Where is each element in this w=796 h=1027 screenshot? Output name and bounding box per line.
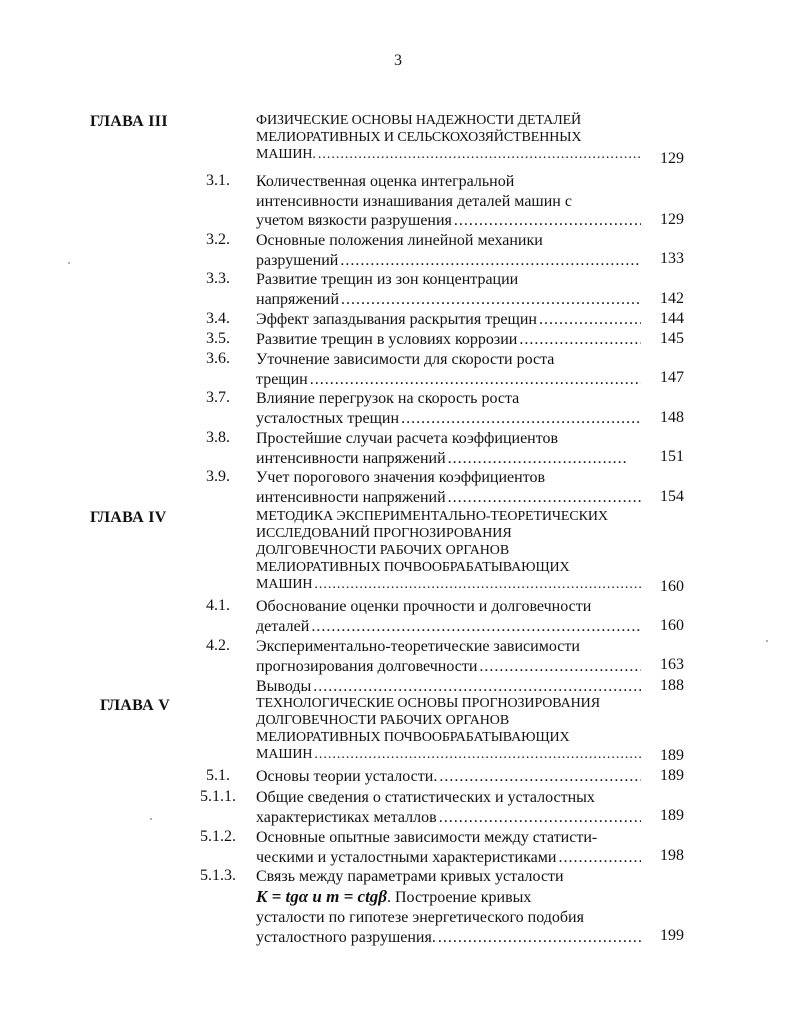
section-3-3[interactable] <box>256 270 641 309</box>
section-3-2-line: Основные положения линейной механики <box>256 232 543 249</box>
section-5-1-2[interactable] <box>256 828 641 867</box>
leader-dots <box>448 488 641 508</box>
section-3-8-page: 151 <box>660 448 684 465</box>
section-3-8-line: интенсивности напряжений <box>256 449 446 467</box>
section-3-5[interactable] <box>256 330 641 350</box>
section-5-1-1-number: 5.1.1. <box>200 788 236 805</box>
chapter-3-title[interactable] <box>256 112 641 163</box>
section-3-8-line: Простейшие случаи расчета коэффициентов <box>256 430 559 447</box>
chapter-4-title-line: МЕЛИОРАТИВНЫХ ПОЧВООБРАБАТЫВАЮЩИХ <box>256 560 570 575</box>
chapter-4-title-line: МЕТОДИКА ЭКСПЕРИМЕНТАЛЬНО-ТЕОРЕТИЧЕСКИХ <box>256 509 608 524</box>
section-3-6-page: 147 <box>660 369 684 386</box>
section-5-1-3-line: Связь между параметрами кривых усталости <box>256 868 564 885</box>
section-3-9-number: 3.9. <box>206 468 230 485</box>
section-4-1-line: деталей <box>256 617 310 635</box>
section-3-6[interactable] <box>256 350 641 389</box>
fatigue-formula: K = tgα и m = ctgβ <box>256 887 387 906</box>
scan-speck <box>766 640 768 642</box>
leader-dots <box>439 808 641 828</box>
section-3-1-number: 3.1. <box>206 172 230 189</box>
chapter-4-title[interactable] <box>256 508 641 593</box>
leader-dots <box>539 310 641 330</box>
section-3-1-page: 129 <box>660 211 684 228</box>
chapter-5-title-line: ДОЛГОВЕЧНОСТИ РАБОЧИХ ОРГАНОВ <box>256 713 510 728</box>
chapter-5-title-line: МЕЛИОРАТИВНЫХ ПОЧВООБРАБАТЫВАЮЩИХ <box>256 730 570 745</box>
leader-dots <box>558 848 641 868</box>
scan-speck <box>68 262 70 264</box>
chapter-3-label: ГЛАВА III <box>90 113 168 130</box>
section-5-1-3-page: 199 <box>660 927 684 944</box>
scan-speck <box>150 818 152 820</box>
section-3-3-number: 3.3. <box>206 270 230 287</box>
conclusions-entry[interactable] <box>256 677 641 697</box>
section-3-9-line: Учет порогового значения коэффициентов <box>256 469 546 486</box>
section-5-1-3-line: усталостного разрушения. <box>256 929 436 946</box>
section-4-1-number: 4.1. <box>206 597 230 614</box>
section-5-1-3-line: . Построение кривых <box>387 889 532 906</box>
chapter-5-title[interactable] <box>256 695 641 763</box>
chapter-5-title-line: МАШИН <box>256 747 313 762</box>
section-3-2-number: 3.2. <box>206 231 230 248</box>
chapter-4-title-line: ДОЛГОВЕЧНОСТИ РАБОЧИХ ОРГАНОВ <box>256 543 510 558</box>
section-3-3-line: Развитие трещин из зон концентрации <box>256 271 519 288</box>
page-number: 3 <box>394 52 402 69</box>
section-5-1-1-line: характеристиках металлов <box>256 808 437 826</box>
section-3-4-page: 144 <box>660 310 684 327</box>
section-3-9[interactable] <box>256 468 641 507</box>
leader-dots <box>341 290 641 310</box>
section-3-9-page: 154 <box>660 488 684 505</box>
leader-dots <box>438 928 641 948</box>
chapter-3-title-line: МЕЛИОРАТИВНЫХ И СЕЛЬСКОХОЗЯЙСТВЕННЫХ <box>256 130 582 145</box>
section-5-1-3-line: усталости по гипотезе энергетического подобия <box>256 909 584 926</box>
chapter-3-title-line: ФИЗИЧЕСКИЕ ОСНОВЫ НАДЕЖНОСТИ ДЕТАЛЕЙ <box>256 113 582 128</box>
leader-dots <box>401 409 641 429</box>
section-3-2[interactable] <box>256 231 641 270</box>
section-5-1-3-number: 5.1.3. <box>200 867 236 884</box>
section-3-8-number: 3.8. <box>206 429 230 446</box>
section-5-1-1-page: 189 <box>660 807 684 824</box>
section-5-1[interactable] <box>256 767 641 787</box>
leader-dots <box>313 677 641 697</box>
section-3-5-line: Развитие трещин в условиях коррозии <box>256 331 518 348</box>
section-5-1-page: 189 <box>660 767 684 784</box>
section-4-1[interactable] <box>256 597 641 636</box>
leader-dots <box>314 746 641 763</box>
chapter-5-page: 189 <box>660 747 684 764</box>
section-3-1-line: интенсивности изнашивания деталей машин с <box>256 192 572 210</box>
section-5-1-2-line: Основные опытные зависимости между статисти- <box>256 829 598 846</box>
conclusions-page: 188 <box>660 677 684 694</box>
section-3-7-line: усталостных трещин <box>256 409 400 427</box>
section-4-2-number: 4.2. <box>206 637 230 654</box>
chapter-5-title-line: ТЕХНОЛОГИЧЕСКИЕ ОСНОВЫ ПРОГНОЗИРОВАНИЯ <box>256 696 600 711</box>
section-3-5-page: 145 <box>660 330 684 347</box>
section-3-1-line: учетом вязкости разрушения <box>256 212 452 229</box>
section-4-2[interactable] <box>256 637 641 676</box>
leader-dots <box>479 657 641 677</box>
section-3-7-number: 3.7. <box>206 389 230 406</box>
section-3-4-line: Эффект запаздывания раскрытия трещин <box>256 311 537 328</box>
section-3-6-line: Уточнение зависимости для скорости роста <box>256 351 555 368</box>
leader-dots <box>439 767 641 787</box>
conclusions-line: Выводы <box>256 678 312 695</box>
section-3-2-page: 133 <box>660 250 684 267</box>
chapter-4-label: ГЛАВА IV <box>90 509 167 526</box>
section-5-1-2-number: 5.1.2. <box>200 828 236 845</box>
section-3-4-number: 3.4. <box>206 310 230 327</box>
chapter-5-label: ГЛАВА V <box>100 697 171 714</box>
chapter-4-title-line: МАШИН <box>256 577 313 592</box>
section-3-9-line: интенсивности напряжений <box>256 488 446 506</box>
section-5-1-2-page: 198 <box>660 847 684 864</box>
chapter-4-page: 160 <box>660 578 684 595</box>
leader-dots <box>318 146 641 163</box>
chapter-4-title-line: ИССЛЕДОВАНИЙ ПРОГНОЗИРОВАНИЯ <box>256 526 512 541</box>
section-3-1-line: Количественная оценка интегральной <box>256 173 515 190</box>
section-5-1-2-line: ческими и усталостными характеристиками <box>256 848 557 866</box>
section-4-1-line: Обоснование оценки прочности и долговечности <box>256 598 592 615</box>
leader-dots <box>448 449 628 469</box>
section-3-6-line: трещин <box>256 370 308 388</box>
section-4-2-line: Экспериментально-теоретические зависимости <box>256 638 580 655</box>
chapter-3-page: 129 <box>660 150 684 167</box>
section-3-5-number: 3.5. <box>206 330 230 347</box>
section-3-4[interactable] <box>256 310 641 330</box>
section-5-1-number: 5.1. <box>206 767 230 784</box>
leader-dots <box>311 617 641 637</box>
section-5-1-3[interactable] <box>256 867 641 948</box>
leader-dots <box>310 370 641 390</box>
section-3-7[interactable] <box>256 389 641 428</box>
leader-dots <box>314 576 641 593</box>
section-3-3-page: 142 <box>660 290 684 307</box>
section-3-6-number: 3.6. <box>206 350 230 367</box>
section-3-7-page: 148 <box>660 409 684 426</box>
leader-dots <box>519 330 641 350</box>
leader-dots <box>454 211 641 231</box>
section-3-7-line: Влияние перегрузок на скорость роста <box>256 390 520 407</box>
section-4-1-page: 160 <box>660 617 684 634</box>
section-3-3-line: напряжений <box>256 290 340 308</box>
section-5-1-1[interactable] <box>256 788 641 827</box>
section-5-1-line: Основы теории усталости. <box>256 768 438 785</box>
section-3-2-line: разрушений <box>256 251 339 269</box>
section-4-2-line: прогнозирования долговечности <box>256 657 478 675</box>
leader-dots <box>340 251 641 271</box>
section-4-2-page: 163 <box>660 656 684 673</box>
section-3-1[interactable] <box>256 172 641 231</box>
section-3-8[interactable] <box>256 429 641 468</box>
chapter-3-title-line: МАШИН. <box>256 147 316 162</box>
section-5-1-1-line: Общие сведения о статистических и усталостных <box>256 789 595 806</box>
